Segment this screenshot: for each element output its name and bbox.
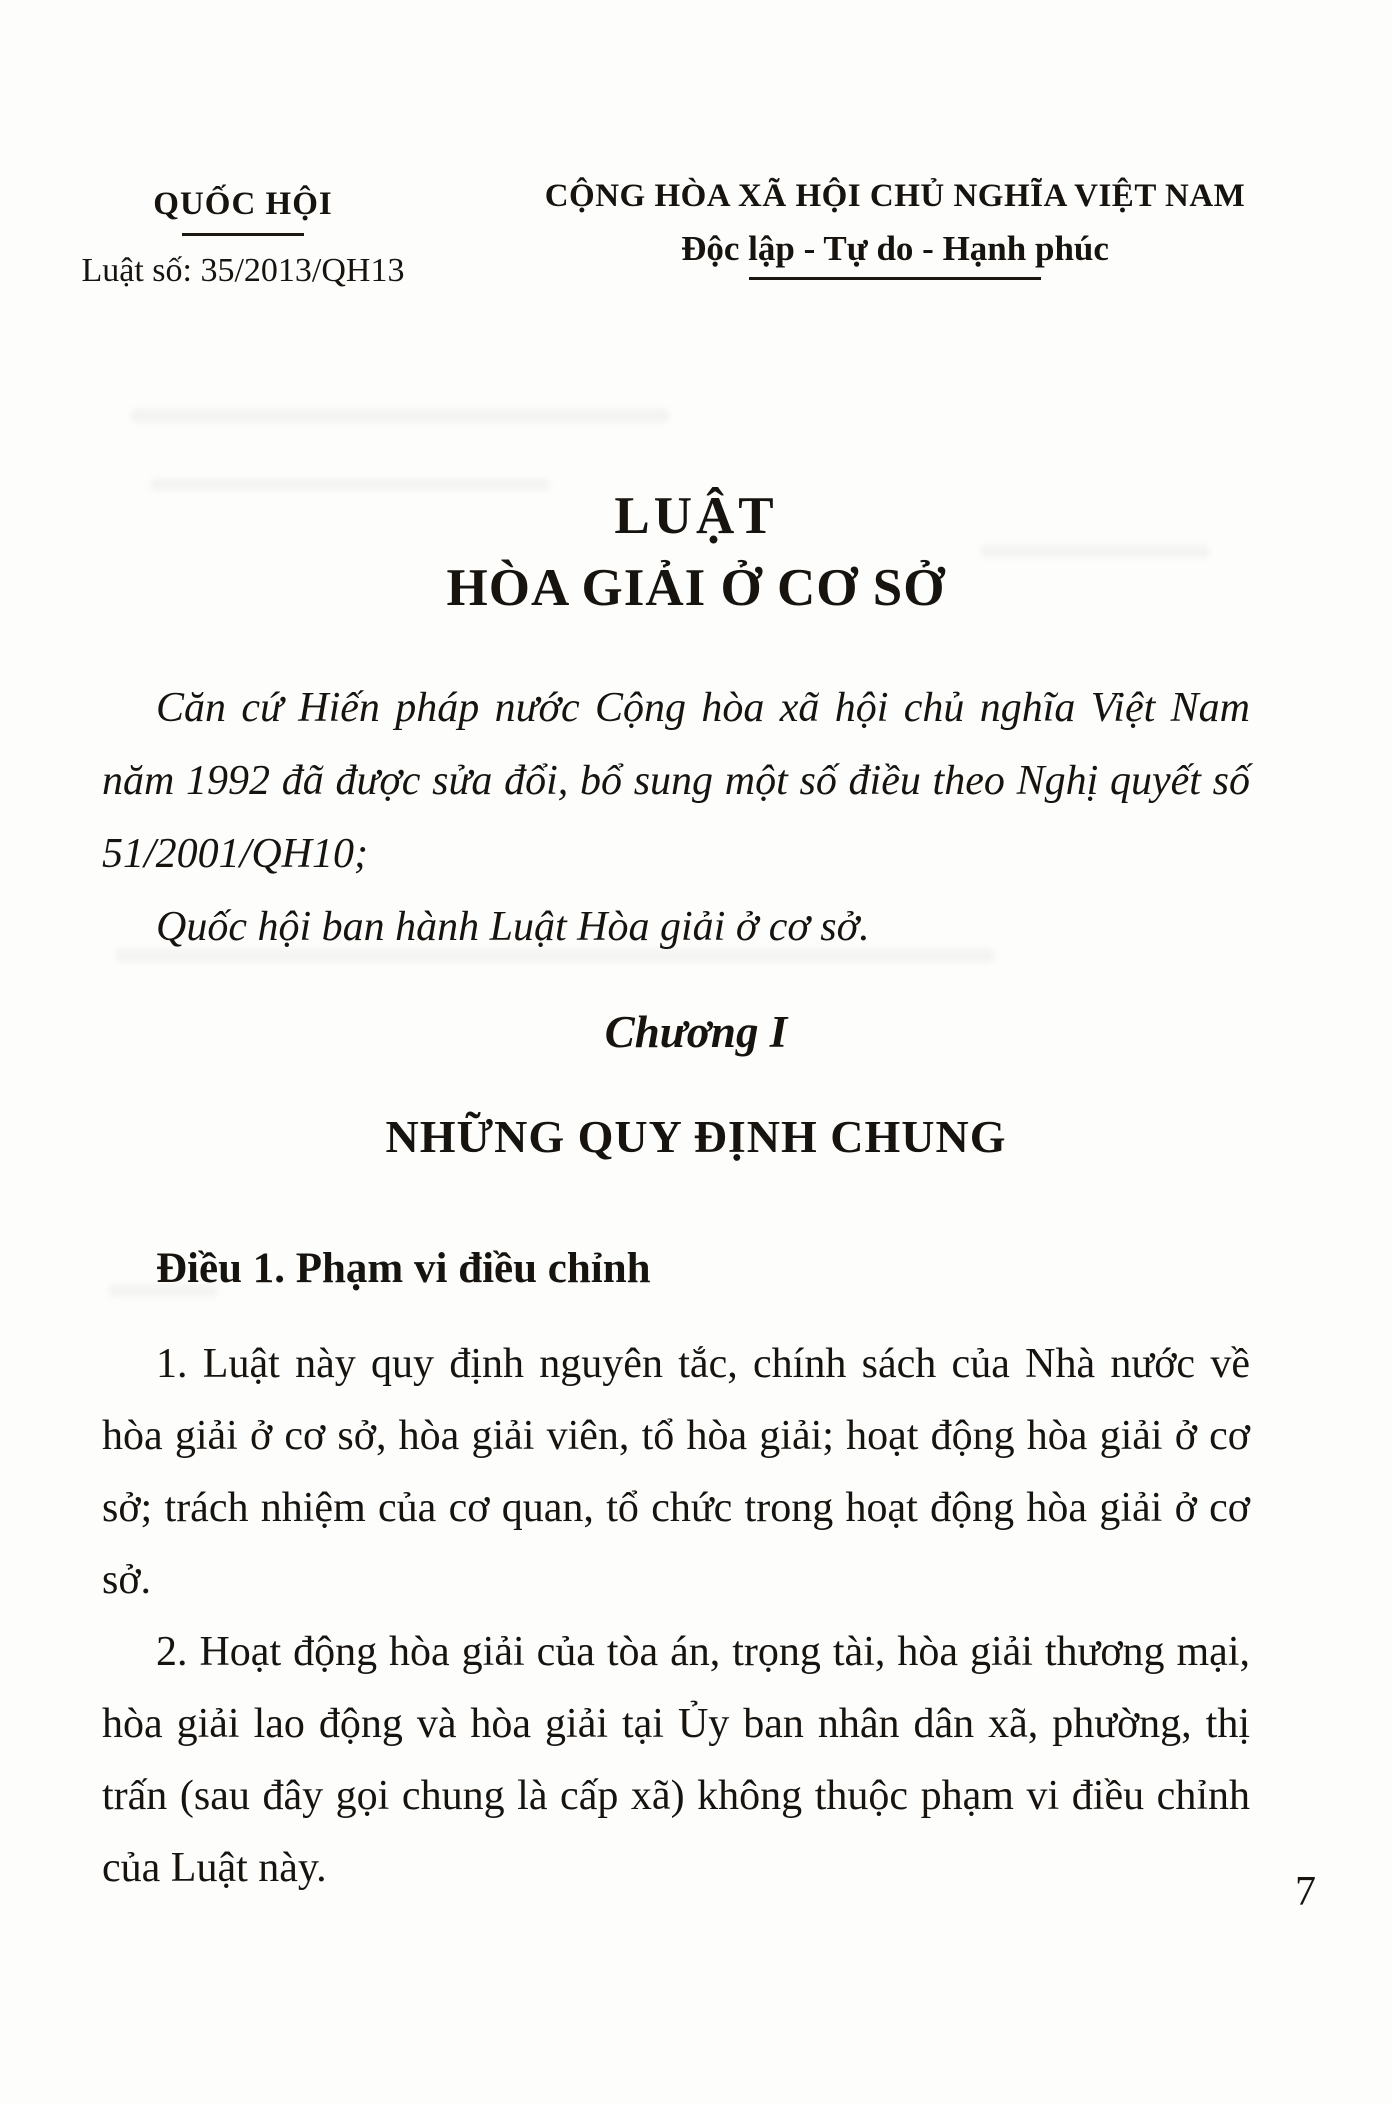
article-heading: Điều 1. Phạm vi điều chỉnh [156, 1245, 651, 1292]
national-heading-block [515, 178, 1275, 280]
chapter-title: NHỮNG QUY ĐỊNH CHUNG [385, 1111, 1007, 1162]
issuing-authority-block [78, 186, 408, 290]
country-title: CỘNG HÒA XÃ HỘI CHỦ NGHĨA VIỆT NAM [544, 178, 1246, 214]
preamble [102, 672, 1250, 964]
scan-bleed-artifact [130, 408, 670, 423]
national-motto: Độc lập - Tự do - Hạnh phúc [681, 229, 1109, 268]
document-title-line2: HÒA GIẢI Ở CƠ SỞ [446, 559, 946, 617]
letterhead [0, 178, 1392, 358]
motto-underline [749, 277, 1041, 280]
issuing-authority: QUỐC HỘI [153, 186, 333, 222]
authority-underline [182, 233, 304, 236]
document-title-line1: LUẬT [614, 487, 778, 545]
chapter-label: Chương I [604, 1007, 788, 1057]
preamble-paragraph-2: Quốc hội ban hành Luật Hòa giải ở cơ sở. [156, 904, 870, 950]
article-clause-1: 1. Luật này quy định nguyên tắc, chính sách của Nhà nước về hòa giải ở cơ sở, hòa giải viên, tổ hòa giải; hoạt động hòa giải ở cơ sở; trách nhiệm của cơ quan, tổ chức trong hoạt động hòa giải ở cơ sở. [102, 1341, 1250, 1603]
article-body [102, 1328, 1250, 1904]
document-title [0, 486, 1392, 618]
article-clause-2: 2. Hoạt động hòa giải của tòa án, trọng tài, hòa giải thương mại, hòa giải lao động và hòa giải tại Ủy ban nhân dân xã, phường, thị trấn (sau đây gọi chung là cấp xã) không thuộc phạm vi điều chỉnh của Luật này. [102, 1629, 1250, 1891]
preamble-paragraph-1: Căn cứ Hiến pháp nước Cộng hòa xã hội chủ nghĩa Việt Nam năm 1992 đã được sửa đổi, bổ sung một số điều theo Nghị quyết số 51/2001/QH10; [102, 685, 1250, 877]
law-number: Luật số: 35/2013/QH13 [81, 252, 405, 289]
page-number: 7 [1295, 1869, 1316, 1915]
